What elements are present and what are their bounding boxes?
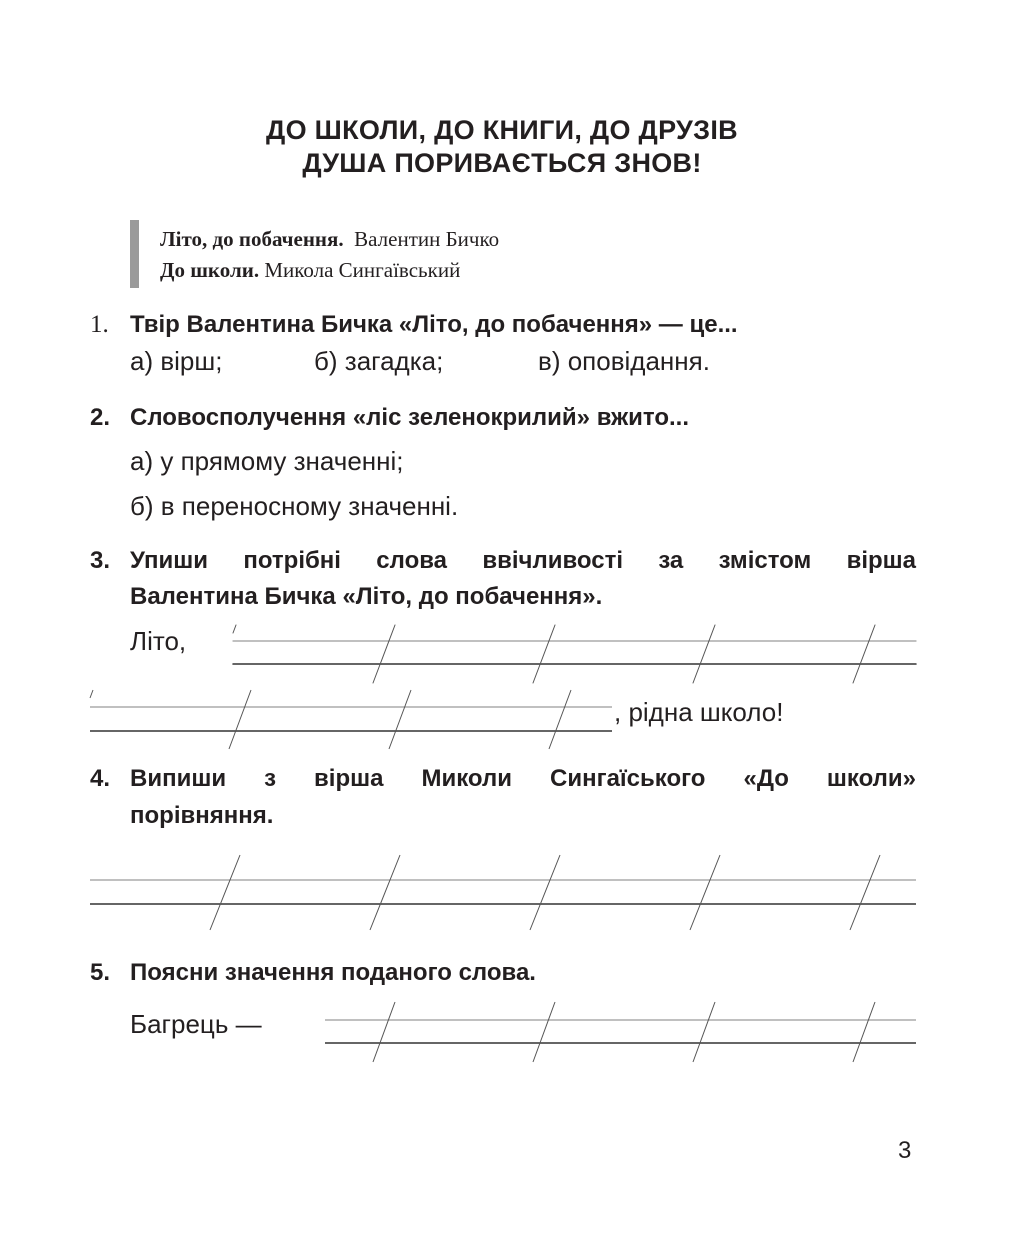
option: б) в переносному значенні. — [130, 491, 459, 521]
task-number: 5. — [90, 959, 111, 986]
page-title-line-2: ДУША ПОРИВАЄТЬСЯ ЗНОВ! — [302, 148, 702, 178]
task-number: 4. — [90, 765, 111, 792]
task-text: Поясни значення поданого слова. — [130, 959, 536, 986]
task-text: Випиши з вірша Миколи Сингаїського «До школи» — [130, 765, 916, 792]
page-title-line-1: ДО ШКОЛИ, ДО КНИГИ, ДО ДРУЗІВ — [266, 115, 738, 145]
page-number: 3 — [898, 1137, 912, 1164]
task-number: 2. — [90, 404, 111, 431]
task-text: Твір Валентина Бичка «Літо, до побачення» — це... — [130, 311, 738, 338]
answer-field-task4[interactable] — [90, 855, 916, 930]
fill-start-text: Літо, — [130, 626, 187, 656]
term-text: Багрець — — [130, 1009, 262, 1039]
answer-field-task5[interactable] — [325, 1002, 916, 1062]
option: а) у прямому значенні; — [130, 446, 404, 476]
answer-field-task3-row2[interactable] — [90, 690, 612, 749]
option: в) оповідання. — [538, 346, 710, 376]
source-work: До школи. — [160, 258, 260, 282]
source-author: Микола Сингаївський — [264, 258, 461, 282]
option: а) вірш; — [130, 346, 223, 376]
task-number: 3. — [90, 547, 111, 574]
source-author: Валентин Бичко — [354, 227, 500, 251]
task-text: Упиши потрібні слова ввічливості за змістом вірша — [130, 547, 916, 574]
task-text: порівняння. — [130, 802, 274, 829]
fill-end-text: , рідна школо! — [614, 697, 784, 727]
task-text: Валентина Бичка «Літо, до побачення». — [130, 583, 603, 610]
task-number: 1. — [90, 311, 109, 338]
source-work: Літо, до побачення. — [160, 227, 344, 251]
answer-field-task3-row1[interactable] — [233, 625, 916, 683]
task-text: Словосполучення «ліс зеленокрилий» вжито... — [130, 404, 690, 431]
option: б) загадка; — [314, 346, 444, 376]
